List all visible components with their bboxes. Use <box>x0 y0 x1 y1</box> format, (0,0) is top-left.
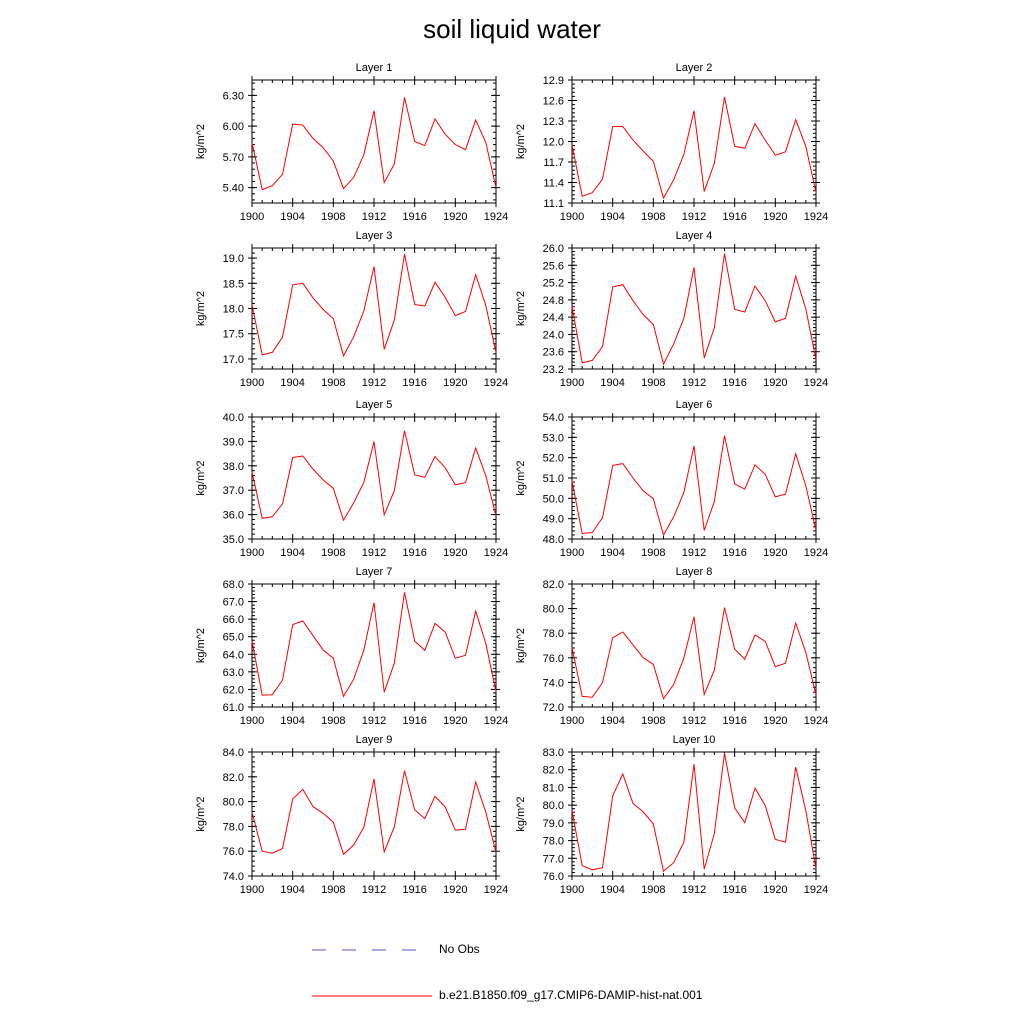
y-tick-label: 36.0 <box>222 509 244 522</box>
series-line <box>572 254 816 365</box>
plot-frame <box>572 584 816 707</box>
y-tick-label: 12.0 <box>542 136 564 149</box>
x-tick-label: 1900 <box>559 377 585 389</box>
y-tick-label: 84.0 <box>222 747 244 759</box>
y-tick-label: 12.3 <box>542 116 564 128</box>
x-tick-label: 1924 <box>483 211 509 223</box>
y-tick-label: 18.0 <box>222 303 244 316</box>
series-line <box>572 753 816 871</box>
y-tick-label: 12.6 <box>542 95 564 108</box>
y-tick-label: 82.0 <box>222 771 244 784</box>
y-tick-label: 12.9 <box>542 75 564 87</box>
y-axis-label: kg/m^2 <box>515 123 527 160</box>
series-line <box>572 436 816 535</box>
x-tick-label: 1924 <box>803 547 829 559</box>
y-tick-label: 24.4 <box>542 312 564 325</box>
x-tick-label: 1908 <box>321 211 346 223</box>
x-tick-label: 1924 <box>483 377 509 389</box>
y-tick-label: 25.2 <box>542 277 564 290</box>
x-tick-label: 1920 <box>443 884 468 896</box>
x-tick-label: 1916 <box>722 377 747 389</box>
x-tick-label: 1912 <box>681 884 707 896</box>
y-tick-label: 64.0 <box>222 649 244 662</box>
y-tick-label: 72.0 <box>542 702 564 714</box>
y-tick-label: 40.0 <box>222 412 244 424</box>
y-tick-label: 80.0 <box>222 796 244 809</box>
y-tick-label: 6.00 <box>222 121 244 134</box>
panel-title: Layer 9 <box>355 734 393 746</box>
x-tick-label: 1920 <box>763 377 788 389</box>
x-tick-label: 1908 <box>641 211 666 223</box>
y-axis-label: kg/m^2 <box>195 460 207 496</box>
x-tick-label: 1912 <box>361 715 387 727</box>
plot-frame <box>572 80 816 203</box>
x-tick-label: 1908 <box>321 377 346 389</box>
y-tick-label: 79.0 <box>542 817 564 830</box>
y-tick-label: 11.4 <box>543 177 564 190</box>
x-tick-label: 1916 <box>722 884 747 896</box>
x-tick-label: 1924 <box>483 884 509 896</box>
y-tick-label: 50.0 <box>542 493 564 506</box>
y-tick-label: 6.30 <box>222 90 244 103</box>
y-axis-label: kg/m^2 <box>195 627 207 664</box>
y-tick-label: 63.0 <box>222 666 244 679</box>
x-tick-label: 1900 <box>559 884 585 896</box>
y-tick-label: 62.0 <box>222 684 244 697</box>
y-tick-label: 5.70 <box>222 151 244 164</box>
x-tick-label: 1912 <box>681 377 707 389</box>
x-tick-label: 1900 <box>559 211 585 223</box>
x-tick-label: 1916 <box>722 211 747 223</box>
y-axis-label: kg/m^2 <box>195 123 207 160</box>
x-tick-label: 1904 <box>600 547 625 559</box>
x-tick-label: 1904 <box>600 715 625 727</box>
y-tick-label: 54.0 <box>542 412 564 424</box>
y-tick-label: 23.6 <box>542 346 564 359</box>
x-tick-label: 1916 <box>402 377 427 389</box>
y-tick-label: 78.0 <box>542 835 564 848</box>
chart-panel-9 <box>195 734 508 896</box>
x-tick-label: 1908 <box>641 547 666 559</box>
x-tick-label: 1916 <box>402 715 427 727</box>
y-tick-label: 80.0 <box>542 603 564 616</box>
chart-panel-2 <box>515 62 828 223</box>
chart-panel-7 <box>195 566 508 727</box>
x-tick-label: 1924 <box>483 547 509 559</box>
x-tick-label: 1912 <box>361 377 387 389</box>
chart-panel-10 <box>515 734 828 896</box>
x-tick-label: 1920 <box>443 377 468 389</box>
plot-frame <box>252 80 496 203</box>
y-tick-label: 25.6 <box>542 260 564 273</box>
x-tick-label: 1904 <box>280 715 305 727</box>
series-line <box>252 771 496 855</box>
y-axis-label: kg/m^2 <box>515 460 527 496</box>
plot-frame <box>572 417 816 539</box>
x-tick-label: 1920 <box>763 884 788 896</box>
chart-panel-6 <box>515 399 828 559</box>
x-tick-label: 1904 <box>600 377 625 389</box>
x-tick-label: 1920 <box>763 547 788 559</box>
y-tick-label: 74.0 <box>542 677 564 690</box>
x-tick-label: 1900 <box>239 715 265 727</box>
x-tick-label: 1912 <box>361 884 387 896</box>
y-tick-label: 11.1 <box>543 198 564 210</box>
y-tick-label: 81.0 <box>542 782 564 795</box>
series-line <box>572 608 816 699</box>
x-tick-label: 1924 <box>803 715 829 727</box>
y-tick-label: 67.0 <box>222 596 244 609</box>
x-tick-label: 1904 <box>280 884 305 896</box>
panel-title: Layer 10 <box>672 734 716 746</box>
x-tick-label: 1900 <box>239 377 265 389</box>
plot-frame <box>252 752 496 876</box>
x-tick-label: 1924 <box>483 715 509 727</box>
y-tick-label: 68.0 <box>222 579 244 591</box>
y-tick-label: 49.0 <box>542 513 564 526</box>
y-tick-label: 17.5 <box>222 328 244 341</box>
x-tick-label: 1904 <box>280 547 305 559</box>
panel-title: Layer 2 <box>675 62 713 74</box>
y-tick-label: 76.0 <box>222 846 244 859</box>
series-line <box>252 431 496 521</box>
x-tick-label: 1912 <box>681 715 707 727</box>
x-tick-label: 1904 <box>600 211 625 223</box>
y-axis-label: kg/m^2 <box>515 290 527 327</box>
x-tick-label: 1912 <box>681 211 707 223</box>
x-tick-label: 1920 <box>763 715 788 727</box>
y-axis-label: kg/m^2 <box>195 290 207 327</box>
chart-panel-5 <box>195 399 508 559</box>
y-tick-label: 78.0 <box>542 628 564 641</box>
panel-title: Layer 5 <box>355 399 393 411</box>
y-tick-label: 83.0 <box>542 747 564 759</box>
y-tick-label: 61.0 <box>222 702 244 714</box>
x-tick-label: 1908 <box>641 715 666 727</box>
y-tick-label: 39.0 <box>222 436 244 449</box>
y-tick-label: 24.8 <box>542 294 564 307</box>
y-tick-label: 11.7 <box>543 157 564 169</box>
y-tick-label: 52.0 <box>542 452 564 465</box>
series-line <box>252 592 496 696</box>
y-tick-label: 5.40 <box>222 182 244 195</box>
y-tick-label: 37.0 <box>222 485 244 498</box>
y-axis-label: kg/m^2 <box>515 627 527 664</box>
series-line <box>252 97 496 189</box>
y-tick-label: 77.0 <box>542 853 564 866</box>
x-tick-label: 1908 <box>641 884 666 896</box>
x-tick-label: 1916 <box>722 715 747 727</box>
x-tick-label: 1920 <box>763 211 788 223</box>
plot-frame <box>252 248 496 369</box>
x-tick-label: 1924 <box>803 377 829 389</box>
y-tick-label: 78.0 <box>222 821 244 834</box>
x-tick-label: 1900 <box>559 715 585 727</box>
x-tick-label: 1916 <box>402 884 427 896</box>
y-tick-label: 82.0 <box>542 764 564 777</box>
chart-panel-8 <box>515 566 828 727</box>
y-axis-label: kg/m^2 <box>195 796 207 832</box>
y-tick-label: 26.0 <box>542 243 564 255</box>
y-tick-label: 76.0 <box>542 871 564 883</box>
x-tick-label: 1912 <box>681 547 707 559</box>
panel-title: Layer 6 <box>675 399 713 411</box>
x-tick-label: 1908 <box>321 547 346 559</box>
x-tick-label: 1908 <box>641 377 666 389</box>
x-tick-label: 1916 <box>722 547 747 559</box>
y-axis-label: kg/m^2 <box>515 796 527 832</box>
x-tick-label: 1900 <box>239 211 265 223</box>
y-tick-label: 48.0 <box>542 534 564 546</box>
panel-title: Layer 7 <box>355 566 393 578</box>
y-tick-label: 24.0 <box>542 329 564 342</box>
y-tick-label: 35.0 <box>222 534 244 546</box>
y-tick-label: 74.0 <box>222 871 244 883</box>
series-line <box>572 97 816 198</box>
y-tick-label: 76.0 <box>542 652 564 665</box>
panel-title: Layer 8 <box>675 566 713 578</box>
chart-panel-1 <box>195 62 508 223</box>
x-tick-label: 1908 <box>321 715 346 727</box>
y-tick-label: 80.0 <box>542 800 564 813</box>
x-tick-label: 1900 <box>559 547 585 559</box>
x-tick-label: 1904 <box>280 211 305 223</box>
y-tick-label: 17.0 <box>222 353 244 366</box>
x-tick-label: 1920 <box>443 715 468 727</box>
panel-title: Layer 1 <box>355 62 393 74</box>
x-tick-label: 1900 <box>239 884 265 896</box>
x-tick-label: 1924 <box>803 884 829 896</box>
x-tick-label: 1912 <box>361 211 387 223</box>
x-tick-label: 1900 <box>239 547 265 559</box>
y-tick-label: 19.0 <box>222 253 244 266</box>
y-tick-label: 82.0 <box>542 579 564 591</box>
y-tick-label: 51.0 <box>542 473 564 485</box>
x-tick-label: 1924 <box>803 211 829 223</box>
x-tick-label: 1916 <box>402 211 427 223</box>
main-title: soil liquid water <box>423 14 601 44</box>
legend-label-no-obs: No Obs <box>439 942 480 956</box>
y-tick-label: 38.0 <box>222 460 244 473</box>
chart-panel-3 <box>195 230 508 389</box>
x-tick-label: 1916 <box>402 547 427 559</box>
panel-title: Layer 3 <box>355 230 393 242</box>
x-tick-label: 1912 <box>361 547 387 559</box>
chart-panel-4 <box>515 230 828 389</box>
x-tick-label: 1904 <box>600 884 625 896</box>
x-tick-label: 1920 <box>443 547 468 559</box>
plot-frame <box>572 752 816 876</box>
y-tick-label: 65.0 <box>222 631 244 644</box>
y-tick-label: 18.5 <box>222 278 244 291</box>
x-tick-label: 1920 <box>443 211 468 223</box>
series-line <box>252 254 496 356</box>
legend-label-model: b.e21.B1850.f09_g17.CMIP6-DAMIP-hist-nat.001 <box>439 988 703 1002</box>
panel-title: Layer 4 <box>675 230 713 242</box>
y-tick-label: 66.0 <box>222 614 244 627</box>
y-tick-label: 23.2 <box>542 364 564 376</box>
x-tick-label: 1908 <box>321 884 346 896</box>
x-tick-label: 1904 <box>280 377 305 389</box>
y-tick-label: 53.0 <box>542 432 564 445</box>
